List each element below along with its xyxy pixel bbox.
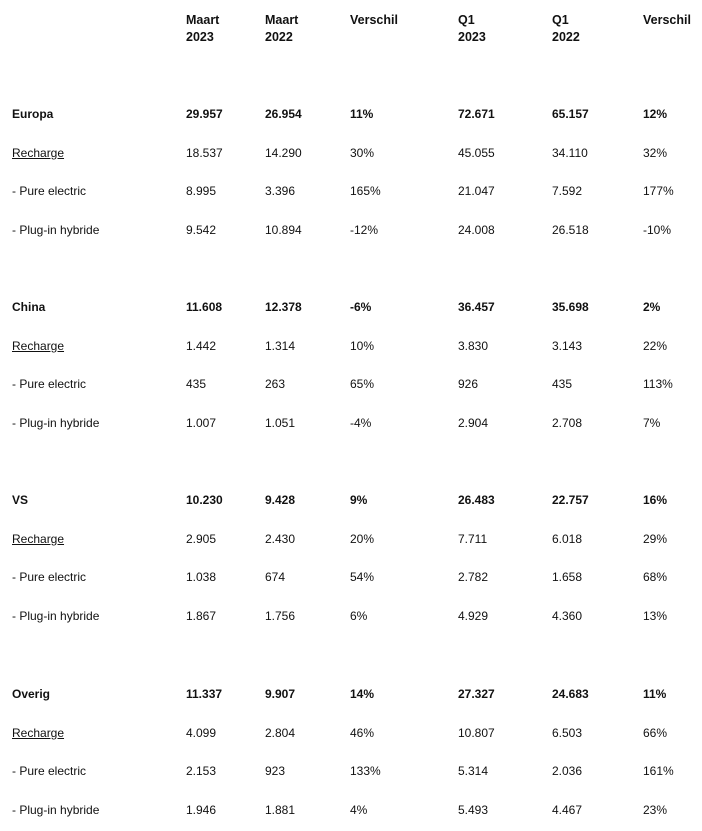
column-header-line2: 2023	[186, 30, 214, 44]
table-cell: 3.396	[265, 184, 296, 199]
table-cell: 674	[265, 570, 286, 585]
table-cell: 34.110	[552, 145, 588, 160]
recharge-row	[0, 145, 702, 161]
table-cell: 113%	[643, 377, 673, 392]
row-label: Recharge	[12, 531, 65, 546]
table-cell: 1.442	[186, 338, 217, 353]
table-cell: 133%	[350, 764, 381, 779]
row-label: - Pure electric	[12, 377, 87, 392]
table-cell: 2.782	[458, 570, 489, 585]
table-cell: 4.929	[458, 608, 489, 623]
column-header-line1: Q1	[458, 13, 475, 27]
pure-electric-row	[0, 376, 702, 392]
row-label: - Pure electric	[12, 184, 87, 199]
table-cell: 10.230	[186, 493, 223, 507]
row-label: Recharge	[12, 725, 65, 740]
column-header-line1: Verschil	[643, 13, 691, 27]
table-cell: 1.314	[265, 338, 296, 353]
table-cell: 14.290	[265, 145, 302, 160]
table-cell: 6.018	[552, 531, 583, 546]
column-header	[186, 12, 219, 46]
pure-electric-row	[0, 183, 702, 199]
table-cell: 16%	[643, 493, 668, 507]
column-header-line1: Verschil	[350, 13, 398, 27]
table-cell: 10%	[350, 338, 375, 353]
table-cell: 9%	[350, 493, 368, 507]
table-cell: -12%	[350, 222, 379, 237]
table-cell: 2.036	[552, 764, 583, 779]
recharge-row	[0, 531, 702, 547]
table-cell: 2.708	[552, 415, 583, 430]
row-label: Recharge	[12, 145, 65, 160]
table-cell: 435	[186, 377, 207, 392]
table-cell: 10.894	[265, 222, 302, 237]
table-cell: 2.430	[265, 531, 296, 546]
table-cell: 177%	[643, 184, 674, 199]
row-label: Recharge	[12, 338, 65, 353]
table-cell: 161%	[643, 764, 674, 779]
table-cell: 23%	[643, 802, 668, 817]
column-header	[265, 12, 298, 46]
table-cell: 35.698	[552, 300, 589, 314]
table-cell: 7%	[643, 415, 661, 430]
table-cell: 26.954	[265, 107, 302, 121]
column-header-line1: Q1	[552, 13, 569, 27]
table-cell: 4.467	[552, 802, 583, 817]
table-cell: 7.592	[552, 184, 583, 199]
recharge-row	[0, 338, 702, 354]
column-header-line1: Maart	[265, 13, 299, 27]
table-cell: 3.830	[458, 338, 489, 353]
table-cell: 22%	[643, 338, 668, 353]
table-cell: -6%	[350, 300, 372, 314]
table-cell: 9.907	[265, 687, 296, 701]
table-cell: 4.360	[552, 608, 583, 623]
row-label: Europa	[12, 107, 54, 121]
pure-electric-row	[0, 763, 702, 779]
table-cell: 36.457	[458, 300, 495, 314]
column-header	[552, 12, 580, 46]
row-label: - Pure electric	[12, 570, 87, 585]
table-cell: 263	[265, 377, 286, 392]
table-cell: 24.008	[458, 222, 495, 237]
table-cell: 68%	[643, 570, 668, 585]
table-cell: 8.995	[186, 184, 217, 199]
row-label: - Plug-in hybride	[12, 415, 100, 430]
table-cell: 66%	[643, 725, 668, 740]
table-cell: 54%	[350, 570, 375, 585]
table-cell: 18.537	[186, 145, 223, 160]
table-cell: 14%	[350, 687, 375, 701]
table-cell: 11%	[643, 687, 667, 701]
table-cell: -4%	[350, 415, 372, 430]
table-cell: 4%	[350, 802, 368, 817]
table-cell: 11.608	[186, 300, 223, 314]
column-header	[643, 12, 691, 29]
table-cell: 1.658	[552, 570, 583, 585]
table-cell: 6.503	[552, 725, 583, 740]
column-header	[458, 12, 486, 46]
table-cell: 9.542	[186, 222, 217, 237]
plugin-hybrid-row	[0, 608, 702, 624]
table-cell: 13%	[643, 608, 668, 623]
table-cell: 24.683	[552, 687, 589, 701]
table-cell: 7.711	[458, 531, 488, 546]
table-cell: 26.483	[458, 493, 495, 507]
table-cell: 5.314	[458, 764, 489, 779]
column-header	[350, 12, 398, 29]
table-cell: 2%	[643, 300, 661, 314]
table-cell: 29.957	[186, 107, 223, 121]
table-cell: 65.157	[552, 107, 589, 121]
table-cell: 165%	[350, 184, 381, 199]
table-cell: 923	[265, 764, 286, 779]
table-cell: 435	[552, 377, 573, 392]
table-cell: 32%	[643, 145, 668, 160]
table-cell: 1.881	[265, 802, 296, 817]
table-cell: 5.493	[458, 802, 489, 817]
row-label: - Plug-in hybride	[12, 222, 100, 237]
table-cell: 46%	[350, 725, 375, 740]
table-cell: 1.867	[186, 608, 217, 623]
table-cell: 11%	[350, 107, 374, 121]
row-label: VS	[12, 493, 29, 507]
row-label: - Pure electric	[12, 764, 87, 779]
region-total-row	[0, 106, 702, 122]
column-header-line1: Maart	[186, 13, 220, 27]
table-cell: 21.047	[458, 184, 495, 199]
row-label: China	[12, 300, 46, 314]
table-cell: -10%	[643, 222, 672, 237]
table-cell: 10.807	[458, 725, 495, 740]
table-cell: 2.905	[186, 531, 217, 546]
plugin-hybrid-row	[0, 222, 702, 238]
table-cell: 12%	[643, 107, 668, 121]
table-cell: 1.756	[265, 608, 296, 623]
row-label: - Plug-in hybride	[12, 608, 100, 623]
table-cell: 29%	[643, 531, 668, 546]
table-cell: 6%	[350, 608, 368, 623]
pure-electric-row	[0, 569, 702, 585]
table-cell: 2.904	[458, 415, 489, 430]
table-cell: 926	[458, 377, 479, 392]
plugin-hybrid-row	[0, 415, 702, 431]
table-cell: 1.007	[186, 415, 217, 430]
table-cell: 1.946	[186, 802, 217, 817]
table-cell: 45.055	[458, 145, 495, 160]
table-cell: 1.051	[265, 415, 296, 430]
recharge-row	[0, 725, 702, 741]
table-cell: 30%	[350, 145, 375, 160]
region-total-row	[0, 686, 702, 702]
table-cell: 12.378	[265, 300, 302, 314]
plugin-hybrid-row	[0, 802, 702, 818]
table-cell: 9.428	[265, 493, 296, 507]
column-header-line2: 2022	[265, 30, 293, 44]
column-header-line2: 2023	[458, 30, 486, 44]
table-cell: 22.757	[552, 493, 589, 507]
table-cell: 1.038	[186, 570, 217, 585]
table-cell: 26.518	[552, 222, 589, 237]
row-label: Overig	[12, 687, 51, 701]
table-cell: 72.671	[458, 107, 495, 121]
region-total-row	[0, 492, 702, 508]
table-cell: 11.337	[186, 687, 223, 701]
row-label: - Plug-in hybride	[12, 802, 100, 817]
table-cell: 2.153	[186, 764, 217, 779]
table-cell: 2.804	[265, 725, 296, 740]
table-cell: 3.143	[552, 338, 583, 353]
table-cell: 20%	[350, 531, 375, 546]
table-cell: 65%	[350, 377, 375, 392]
table-cell: 27.327	[458, 687, 495, 701]
column-header-line2: 2022	[552, 30, 580, 44]
table-cell: 4.099	[186, 725, 217, 740]
region-total-row	[0, 299, 702, 315]
